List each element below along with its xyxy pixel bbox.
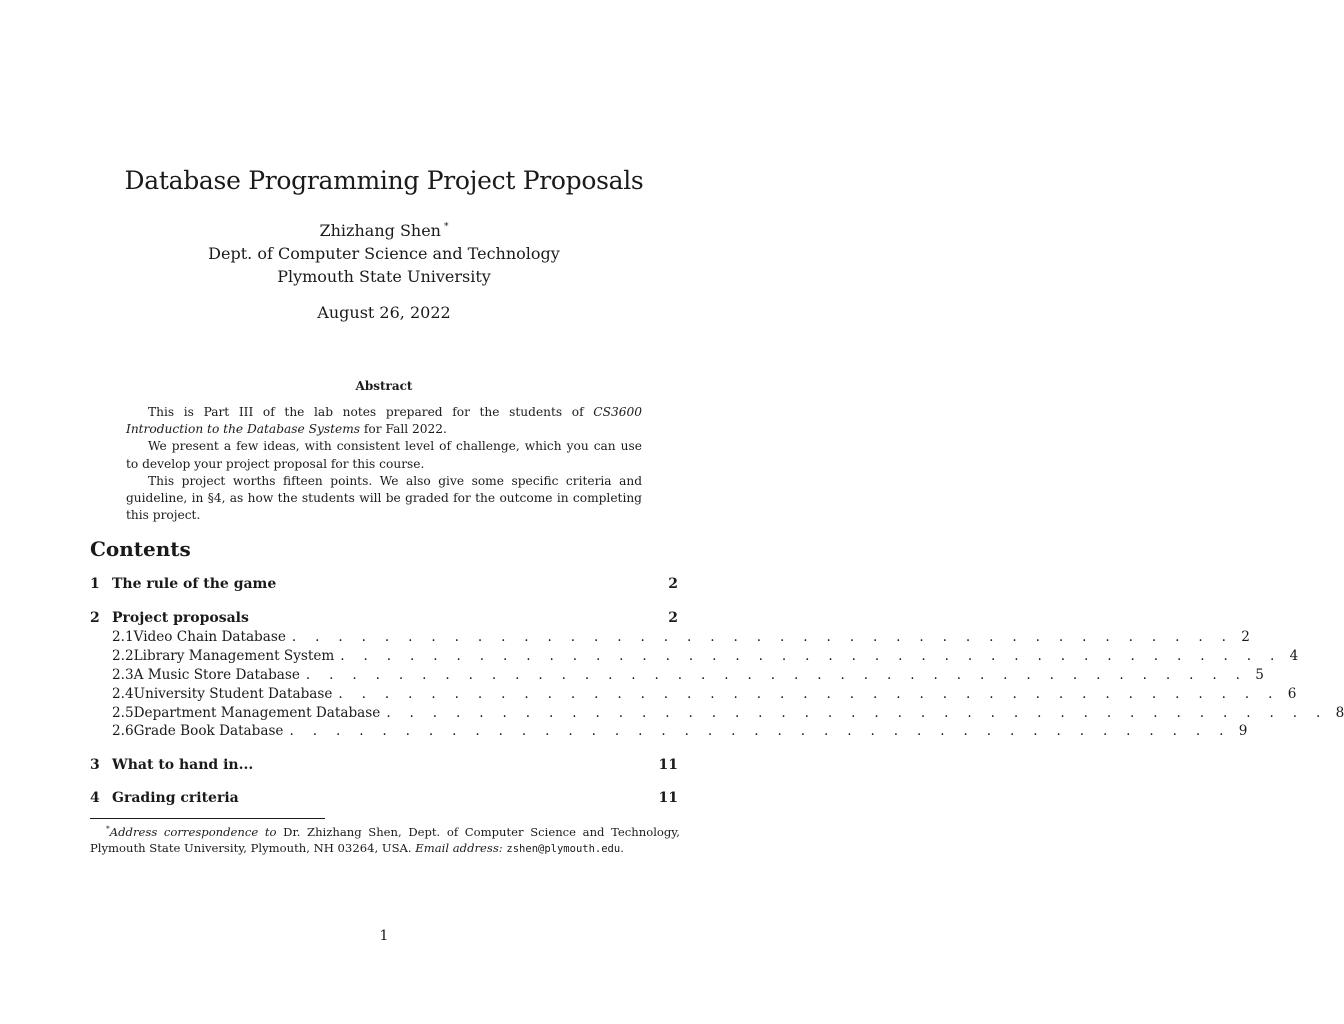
toc-section-title: The rule of the game	[112, 576, 277, 592]
abstract-body	[126, 404, 642, 524]
toc-subsection-number: 2.1	[112, 629, 134, 645]
abstract-p1-end: for Fall 2022.	[360, 422, 447, 437]
toc-dot-leader: . . . . . . . . . . . . . . . . . . . . . . . . . . . . . . . . . . . . . . . . .	[291, 629, 1234, 645]
footnote-lead: Address correspondence to	[109, 825, 277, 839]
toc-section-page: 11	[658, 790, 678, 806]
toc-subsection-title: Video Chain Database	[133, 629, 286, 645]
toc-section-number: 1	[90, 576, 100, 592]
toc-subsection-2-5[interactable]	[112, 705, 1344, 721]
toc-subsection-page: 2	[1241, 629, 1250, 645]
contents-heading: Contents	[90, 537, 191, 561]
paper-date: August 26, 2022	[317, 303, 451, 322]
footnote-end: .	[620, 841, 624, 855]
paper-title: Database Programming Project Proposals	[124, 166, 644, 195]
toc-section-number: 3	[90, 757, 100, 773]
abstract-paragraph-1	[126, 404, 642, 438]
toc-section-page: 11	[658, 757, 678, 773]
author-footnote-marker: *	[443, 222, 449, 232]
toc-dot-leader: . . . . . . . . . . . . . . . . . . . . . . . . . . . . . . . . . . . . . . . . .	[289, 723, 1231, 739]
toc-dot-leader: . . . . . . . . . . . . . . . . . . . . . . . . . . . . . . . . . . . . . . . . .	[386, 705, 1328, 721]
toc-section-page: 2	[668, 610, 678, 626]
toc-subsection-2-6[interactable]	[112, 723, 1248, 739]
author-department: Dept. of Computer Science and Technology	[208, 244, 560, 263]
toc-subsection-number: 2.5	[112, 705, 134, 721]
abstract-paragraph-3: This project worths fifteen points. We also give some specific criteria and guideline, in §4, as how the students will be graded for the outcome in completing this project.	[126, 473, 642, 523]
toc-subsection-title: Grade Book Database	[133, 723, 284, 739]
toc-subsection-page: 8	[1335, 705, 1344, 721]
footnote-email-label: Email address:	[415, 841, 503, 855]
toc-subsection-2-4[interactable]	[112, 686, 1297, 702]
footnote	[90, 821, 680, 857]
toc-subsection-number: 2.3	[112, 667, 134, 683]
page-number: 1	[379, 928, 389, 944]
author-line	[0, 221, 768, 240]
toc-dot-leader: . . . . . . . . . . . . . . . . . . . . . . . . . . . . . . . . . . . . . . . . .	[340, 648, 1282, 664]
toc-section-2[interactable]	[90, 610, 678, 626]
toc-subsection-title: A Music Store Database	[133, 667, 300, 683]
toc-section-page: 2	[668, 576, 678, 592]
toc-section-4[interactable]	[90, 790, 678, 806]
abstract-course-name: CS3600 Introduction to the Database Systems	[126, 405, 642, 437]
toc-subsection-page: 6	[1287, 686, 1297, 702]
toc-dot-leader: . . . . . . . . . . . . . . . . . . . . . . . . . . . . . . . . . . . . . . . . .	[305, 667, 1248, 683]
toc-subsection-page: 4	[1289, 648, 1299, 664]
toc-dot-leader: . . . . . . . . . . . . . . . . . . . . . . . . . . . . . . . . . . . . . . . . .	[338, 686, 1280, 702]
toc-subsection-number: 2.6	[112, 723, 134, 739]
author-university: Plymouth State University	[277, 267, 491, 286]
toc-section-number: 4	[90, 790, 100, 806]
toc-subsection-title: Department Management Database	[133, 705, 381, 721]
toc-subsection-number: 2.2	[112, 648, 134, 664]
author-name: Zhizhang Shen	[319, 221, 441, 240]
abstract-p1-text: This is Part III of the lab notes prepared for the students of	[148, 405, 594, 419]
toc-section-title: Project proposals	[112, 610, 249, 626]
toc-section-3[interactable]	[90, 757, 678, 773]
toc-subsection-2-3[interactable]	[112, 667, 1264, 683]
toc-subsection-page: 5	[1255, 667, 1264, 683]
toc-subsection-number: 2.4	[112, 686, 134, 702]
toc-subsection-page: 9	[1238, 723, 1248, 739]
toc-subsection-2-2[interactable]	[112, 648, 1299, 664]
abstract-heading: Abstract	[355, 379, 413, 393]
toc-subsection-title: University Student Database	[133, 686, 333, 702]
toc-section-title: What to hand in...	[112, 757, 254, 773]
toc-section-title: Grading criteria	[112, 790, 239, 806]
footnote-text: Dr. Zhizhang Shen, Dept. of Computer Science and Technology, Plymouth State University, Plymouth, NH 03264, USA.	[90, 825, 680, 855]
footnote-email-link[interactable]: zshen@plymouth.edu	[506, 843, 621, 855]
footnote-marker: *	[106, 824, 110, 833]
abstract-paragraph-2: We present a few ideas, with consistent level of challenge, which you can use to develop your project proposal for this course.	[126, 439, 642, 471]
toc-subsection-title: Library Management System	[133, 648, 335, 664]
footnote-rule	[90, 818, 325, 819]
toc-section-number: 2	[90, 610, 100, 626]
toc-section-1[interactable]	[90, 576, 678, 592]
toc-subsection-2-1[interactable]	[112, 629, 1250, 645]
